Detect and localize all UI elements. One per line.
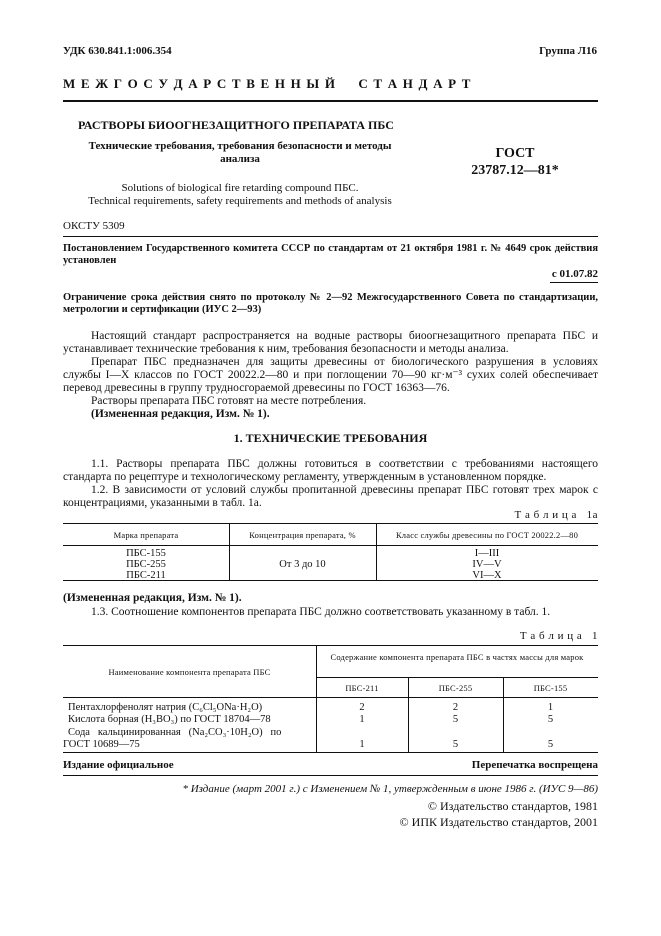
udk-code: УДК 630.841.1:006.354 [63, 45, 172, 57]
table-1a-mark-1: ПБС-155 [126, 548, 166, 559]
table-1-row-2-value-255: 5 [452, 714, 459, 725]
table-1-row-3-value-211: 1 [359, 739, 365, 750]
table-1a-mark-3: ПБС-211 [126, 570, 166, 581]
table-1-row-3-value-155: 5 [547, 739, 554, 750]
table-1a-class-3: VI—X [472, 570, 502, 581]
table-1-caption: Т а б л и ц а 1 [519, 630, 598, 642]
edition-footnote: * Издание (март 2001 г.) с Изменением № 1, утвержденным в июне 1986 г. (ИУС 9—86) [182, 783, 598, 795]
english-title-line1: Solutions of biological fire retarding compound ПБС. [121, 182, 359, 194]
title-subtitle-line1: Технические требования, требования безопасности и методы [88, 140, 392, 152]
table-1-bottom-rule [63, 752, 598, 753]
table-1-divider-1 [316, 645, 317, 752]
official-edition-label: Издание официальное [63, 759, 174, 771]
copyright-1981: © Издательство стандартов, 1981 [427, 799, 598, 813]
english-title-line2: Technical requirements, safety requirements and methods of analysis [88, 195, 392, 207]
reprint-prohibited-label: Перепечатка воспрещена [471, 759, 598, 771]
table-1-row-2-value-211: 1 [359, 714, 365, 725]
intro-change-note: (Измененная редакция, Изм. № 1). [91, 408, 270, 420]
group-code: Группа Л16 [539, 45, 597, 57]
footer-rule [63, 775, 598, 776]
table-1-header-content: Содержание компонента препарата ПБС в частях массы для марок [330, 652, 584, 662]
interstate-standard-banner: М Е Ж Г О С У Д А Р С Т В Е Н Н Ы Й С Т А Н Д А Р Т [63, 76, 472, 91]
table-1a-class-1: I—III [474, 548, 500, 559]
table-1a-caption: Т а б л и ц а 1а [514, 509, 598, 521]
table-1a-header-rule [63, 545, 598, 546]
table-1a-mark-2: ПБС-255 [126, 559, 166, 570]
table-1-row-1-name: Пентахлорфенолят натрия (C₆Cl₅ONa·H₂O) [68, 702, 263, 713]
table-1-header-rule [63, 697, 598, 698]
table-1a-header-class: Класс службы древесины по ГОСТ 20022.2—80 [395, 530, 579, 540]
gost-number: 23787.12—81* [471, 163, 559, 178]
intro-paragraph-2: Препарат ПБС предназначен для защиты древесины от биологического разрушения в условиях службы I—X классов по ГОСТ 20022.2—80 и при поглощении 70—90 кг·м⁻³ сухих солей обеспечивает перевод древесины в группу трудносгораемой древесины по ГОСТ 16363—76. [63, 356, 598, 394]
clause-1-2: 1.2. В зависимости от условий службы пропитанной древесины препарат ПБС готовят трех марок с концентрациями, указанными в табл. 1а. [63, 484, 598, 509]
decree-date-rule [550, 282, 598, 283]
table-1-top-rule [63, 645, 598, 646]
table-1-brand-211: ПБС-211 [345, 683, 379, 693]
table-1-row-1-value-255: 2 [452, 702, 459, 713]
gost-label: ГОСТ [495, 146, 535, 161]
table-1a-top-rule [63, 523, 598, 524]
table-1-brand-255: ПБС-255 [438, 683, 473, 693]
copyright-2001: © ИПК Издательство стандартов, 2001 [399, 815, 598, 829]
clause-1-1: 1.1. Растворы препарата ПБС должны готовиться в соответствии с требованиями настоящего стандарта по рецептуре и технологическому регламенту, утвержденным в установленном порядке. [63, 458, 598, 483]
table-1-row-2-name: Кислота борная (H₃BO₃) по ГОСТ 18704—78 [68, 714, 271, 725]
table-1a-class-2: IV—V [472, 559, 502, 570]
intro-paragraph-1: Настоящий стандарт распространяется на водные растворы биоогнезащитного препарата ПБС и устанавливает технические требования к ним, требования безопасности и методы анализа. [63, 330, 598, 355]
intro-paragraph-3: Растворы препарата ПБС готовят на месте потребления. [91, 395, 367, 407]
document-title: РАСТВОРЫ БИООГНЕЗАЩИТНОГО ПРЕПАРАТА ПБС [78, 118, 394, 132]
table-1a-concentration: От 3 до 10 [279, 559, 326, 570]
header-rule [63, 100, 598, 102]
clause-1-3: 1.3. Соотношение компонентов препарата ПБС должно соответствовать указанному в табл. 1. [91, 606, 551, 618]
title-rule [63, 236, 598, 237]
table-1-row-3-name-line2: ГОСТ 10689—75 [63, 739, 140, 750]
table-1-subheader-rule [316, 677, 598, 678]
okstu-code: ОКСТУ 5309 [63, 220, 125, 232]
table-1-header-component: Наименование компонента препарата ПБС [108, 667, 271, 677]
table-1a-change-note: (Измененная редакция, Изм. № 1). [63, 592, 242, 604]
table-1a-header-concentration: Концентрация препарата, % [249, 530, 356, 540]
decree-date: с 01.07.82 [551, 268, 598, 280]
table-1-row-1-value-155: 1 [547, 702, 554, 713]
decree-text: Постановлением Государственного комитета СССР по стандартам от 21 октября 1981 г. № 4649 срок действия установлен [63, 243, 598, 266]
table-1-row-2-value-155: 5 [547, 714, 554, 725]
limitation-text: Ограничение срока действия снято по протоколу № 2—92 Межгосударственного Совета по стандартизации, метрологии и сертификации (ИУС 2—93) [63, 292, 598, 315]
title-subtitle-line2: анализа [220, 153, 260, 165]
table-1-row-3-value-255: 5 [452, 739, 459, 750]
table-1-brand-155: ПБС-155 [533, 683, 568, 693]
table-1-row-1-value-211: 2 [359, 702, 365, 713]
table-1-row-3-name-line1: Сода кальцинированная (Na₂CO₃·10H₂O) по [68, 727, 282, 738]
table-1a-header-mark: Марка препарата [113, 530, 179, 540]
section-1-heading: 1. ТЕХНИЧЕСКИЕ ТРЕБОВАНИЯ [233, 431, 428, 445]
